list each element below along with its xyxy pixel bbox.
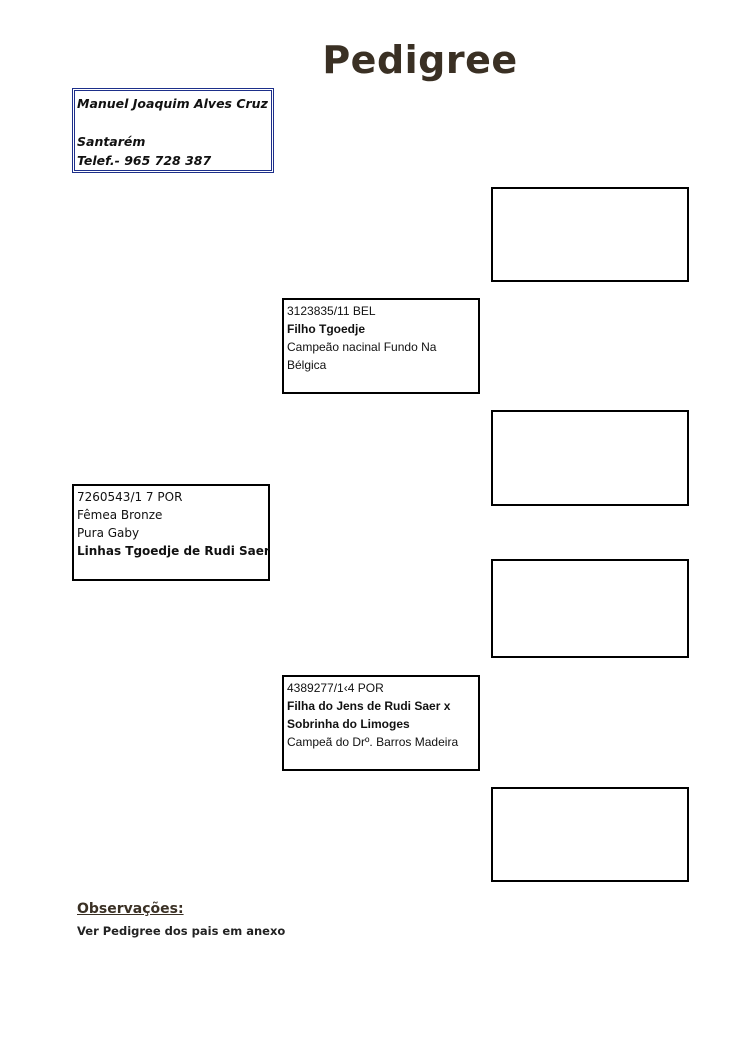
page-title: Pedigree (322, 38, 518, 82)
subject-name: Pura Gaby (77, 526, 140, 540)
sire-ring: 3123835/11 BEL (287, 304, 376, 318)
owner-box (72, 88, 274, 173)
sire-note-2: Bélgica (287, 358, 327, 372)
subject-ring: 7260543/1 7 POR (77, 490, 183, 504)
maternal-granddam-box (491, 787, 689, 882)
subject-sex-color: Fêmea Bronze (77, 508, 163, 522)
paternal-granddam-box (491, 410, 689, 506)
dam-name-1: Filha do Jens de Rudi Saer x (287, 699, 451, 713)
maternal-grandsire-box (491, 559, 689, 658)
owner-phone: Telef.- 965 728 387 (77, 153, 212, 168)
dam-box (282, 675, 480, 771)
dam-name-2: Sobrinha do Limoges (287, 717, 410, 731)
owner-city: Santarém (77, 134, 146, 149)
paternal-grandsire-box (491, 187, 689, 282)
observations-text: Ver Pedigree dos pais em anexo (77, 924, 286, 938)
sire-box (282, 298, 480, 394)
observations-heading: Observações: (77, 901, 184, 917)
dam-note: Campeã do Drº. Barros Madeira (287, 735, 459, 749)
subject-box (72, 484, 270, 581)
owner-blank-line (77, 113, 269, 132)
dam-ring: 4389277/1‹4 POR (287, 681, 384, 695)
subject-lineage: Linhas Tgoedje de Rudi Saer (77, 544, 270, 558)
sire-name: Filho Tgoedje (287, 322, 365, 336)
owner-name: Manuel Joaquim Alves Cruz (77, 96, 268, 111)
sire-note-1: Campeão nacinal Fundo Na (287, 340, 437, 354)
